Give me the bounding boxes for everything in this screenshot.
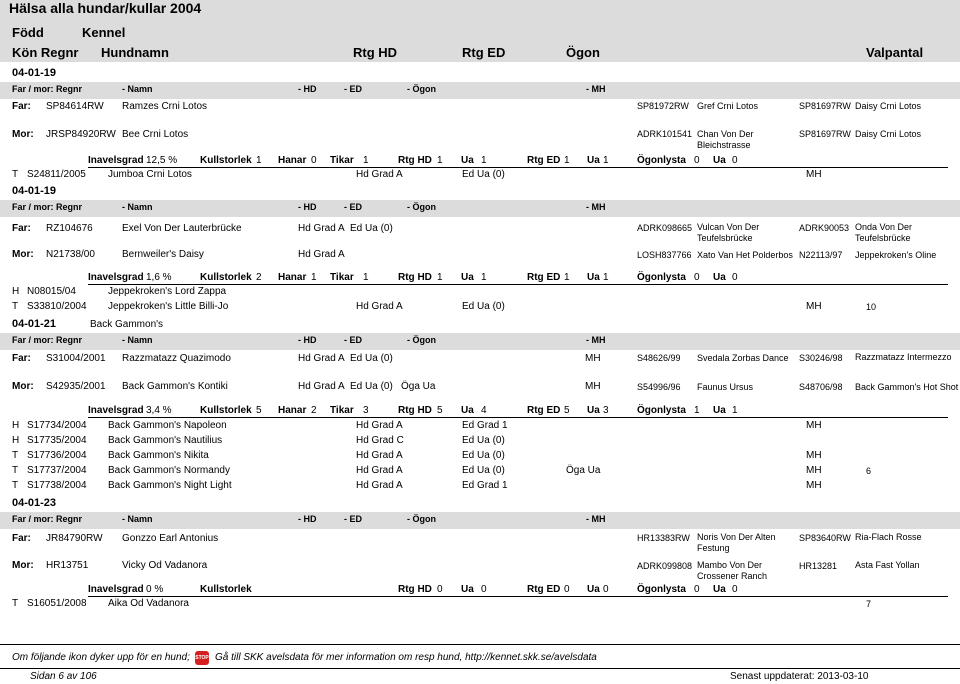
mor-regnr: JRSP84920RW <box>46 129 116 140</box>
pup-name: Back Gammon's Normandy <box>108 465 230 476</box>
mor-name: Bee Crni Lotos <box>122 129 189 140</box>
footer-skk-note: Gå till SKK avelsdata för mer information om resp hund, http://kennet.skk.se/avelsdata <box>215 652 597 663</box>
pup-ed: Ed Ua (0) <box>462 169 505 180</box>
stat-ua: 0 <box>732 584 738 595</box>
far-label: Far: <box>12 533 31 544</box>
sub-ed: - ED <box>344 514 362 524</box>
pup-hd: Hd Grad A <box>356 301 403 312</box>
stat-ogonlysta-label: Ögonlysta <box>637 155 686 166</box>
litter-date: 04-01-21 <box>12 318 57 330</box>
stat-ogonlysta: 0 <box>694 584 700 595</box>
pup-regnr: S17737/2004 <box>27 465 87 476</box>
sub-far-mor: Far / mor: Regnr <box>12 202 83 212</box>
pup-regnr: N08015/04 <box>27 286 76 297</box>
sub-namn: - Namn <box>122 335 153 345</box>
pup-mh: MH <box>806 480 822 491</box>
stat-rtg-ed: 5 <box>564 405 570 416</box>
stat-ua: 0 <box>603 584 609 595</box>
pup-ed: Ed Ua (0) <box>462 435 505 446</box>
mor-regnr: S42935/2001 <box>46 381 106 392</box>
litter-kennel: Back Gammon's <box>90 319 164 330</box>
mor-mother-name: Daisy Crni Lotos <box>855 129 922 139</box>
stat-rtg-hd-label: Rtg HD <box>398 272 432 283</box>
header-kon-regnr: Kön Regnr <box>12 45 79 60</box>
pup-name: Back Gammon's Napoleon <box>108 420 227 431</box>
pup-regnr: S16051/2008 <box>27 598 87 609</box>
far-regnr: RZ104676 <box>46 223 93 234</box>
far-mother-name: Razzmatazz Intermezzo <box>855 352 952 362</box>
stat-rtg-ed-label: Rtg ED <box>527 155 561 166</box>
far-label: Far: <box>12 101 31 112</box>
stats-divider <box>88 417 948 418</box>
sub-namn: - Namn <box>122 202 153 212</box>
far-mother-regnr: SP81697RW <box>799 101 851 111</box>
stats-divider <box>88 596 948 597</box>
stat-kullstorlek-label: Kullstorlek <box>200 155 252 166</box>
stat-ua-label: Ua <box>461 272 474 283</box>
stat-inavelsgrad: 12,5 % <box>146 155 178 166</box>
stat-kullstorlek: 5 <box>256 405 262 416</box>
pup-mh: MH <box>806 450 822 461</box>
mor-father-name: Faunus Ursus <box>697 382 754 392</box>
pup-hd: Hd Grad A <box>356 420 403 431</box>
stat-tikar: 1 <box>363 272 369 283</box>
sub-hd: - HD <box>298 514 317 524</box>
stat-inavelsgrad-label: Inavelsgrad <box>88 155 144 166</box>
stat-tikar-label: Tikar <box>330 405 354 416</box>
stat-ua-label: Ua <box>713 272 726 283</box>
stat-ua: 1 <box>481 272 487 283</box>
stat-rtg-ed-label: Rtg ED <box>527 584 561 595</box>
stat-ua-label: Ua <box>713 155 726 166</box>
pup-mh: MH <box>806 420 822 431</box>
stat-ua-label: Ua <box>713 584 726 595</box>
pup-ed: Ed Ua (0) <box>462 465 505 476</box>
header-kennel: Kennel <box>82 25 126 40</box>
pup-hd: Hd Grad A <box>356 450 403 461</box>
header-rtg-hd: Rtg HD <box>353 45 398 60</box>
pup-mh: MH <box>806 465 822 476</box>
stat-ogonlysta: 1 <box>694 405 700 416</box>
stat-ua-label: Ua <box>461 584 474 595</box>
far-father-regnr: SP81972RW <box>637 101 689 111</box>
mor-name: Back Gammon's Kontiki <box>122 381 228 392</box>
far-regnr: SP84614RW <box>46 101 104 112</box>
stat-ua-label: Ua <box>713 405 726 416</box>
page-number: Sidan 6 av 106 <box>30 671 97 682</box>
pup-name: Back Gammon's Nikita <box>108 450 209 461</box>
stat-ua-label: Ua <box>587 272 600 283</box>
stat-ua: 0 <box>481 584 487 595</box>
stat-rtg-ed: 1 <box>564 272 570 283</box>
stat-ogonlysta: 0 <box>694 155 700 166</box>
far-name: Razzmatazz Quazimodo <box>122 353 231 364</box>
mor-mother-regnr: HR13281 <box>799 561 838 571</box>
stat-rtg-hd: 1 <box>437 155 443 166</box>
sub-ogon: - Ögon <box>407 202 436 212</box>
stat-rtg-hd: 1 <box>437 272 443 283</box>
sub-hd: - HD <box>298 84 317 94</box>
pup-mh: MH <box>806 169 822 180</box>
header-fodd: Född <box>12 25 44 40</box>
pup-ed: Ed Ua (0) <box>462 450 505 461</box>
far-ed: Ed Ua (0) <box>350 353 393 364</box>
stat-ua: 1 <box>603 155 609 166</box>
pup-name: Back Gammon's Nautilius <box>108 435 223 446</box>
pup-regnr: S17735/2004 <box>27 435 87 446</box>
stat-rtg-ed-label: Rtg ED <box>527 272 561 283</box>
stat-kullstorlek-label: Kullstorlek <box>200 584 252 595</box>
pup-sex: T <box>12 301 19 312</box>
pup-hd: Hd Grad A <box>356 480 403 491</box>
stat-rtg-hd-label: Rtg HD <box>398 155 432 166</box>
mor-father-regnr: LOSH837766 <box>637 250 692 260</box>
far-father-name: Vulcan Von Der Teufelsbrücke <box>697 222 760 243</box>
footer-icon-note: Om följande ikon dyker upp för en hund; <box>12 652 190 663</box>
mor-father-regnr: ADRK099808 <box>637 561 693 571</box>
stat-rtg-ed-label: Rtg ED <box>527 405 561 416</box>
sub-ed: - ED <box>344 84 362 94</box>
far-regnr: JR84790RW <box>46 533 103 544</box>
page-title: Hälsa alla hundar/kullar 2004 <box>9 0 202 16</box>
stop-icon: STOP <box>195 651 209 665</box>
stat-ua: 1 <box>481 155 487 166</box>
pup-sex: H <box>12 435 20 446</box>
stat-hanar-label: Hanar <box>278 155 307 166</box>
stat-kullstorlek: 2 <box>256 272 262 283</box>
far-father-name: Noris Von Der Alten Festung <box>697 532 776 553</box>
mor-mother-name: Jeppekroken's Oline <box>855 250 937 260</box>
header-hundnamn: Hundnamn <box>101 45 169 60</box>
stat-ua-label: Ua <box>587 584 600 595</box>
mor-father-name: Mambo Von Der Crossener Ranch <box>697 560 768 581</box>
pup-name: Jumboa Crni Lotos <box>108 169 192 180</box>
stat-inavelsgrad-label: Inavelsgrad <box>88 584 144 595</box>
mor-label: Mor: <box>12 560 34 571</box>
sub-far-mor: Far / mor: Regnr <box>12 514 83 524</box>
sub-mh: - MH <box>586 202 606 212</box>
far-mother-name: Ria-Flach Rosse <box>855 532 922 542</box>
mor-father-name: Chan Von Der Bleichstrasse <box>697 129 754 150</box>
far-mother-regnr: S30246/98 <box>799 353 843 363</box>
pup-hd: Hd Grad A <box>356 169 403 180</box>
pup-name: Jeppekroken's Lord Zappa <box>108 286 227 297</box>
mor-label: Mor: <box>12 249 34 260</box>
stats-divider <box>88 167 948 168</box>
mor-father-regnr: ADRK101541 <box>637 129 693 139</box>
stat-rtg-hd: 5 <box>437 405 443 416</box>
far-mother-regnr: ADRK90053 <box>799 223 850 233</box>
stat-ua-label: Ua <box>461 405 474 416</box>
pup-sex: H <box>12 286 20 297</box>
mor-father-regnr: S54996/96 <box>637 382 681 392</box>
header-ogon: Ögon <box>566 45 600 60</box>
mor-father-name: Xato Van Het Polderbos <box>697 250 793 260</box>
stat-kullstorlek-label: Kullstorlek <box>200 405 252 416</box>
stat-ogonlysta-label: Ögonlysta <box>637 272 686 283</box>
pup-sex: T <box>12 450 19 461</box>
stat-rtg-hd-label: Rtg HD <box>398 405 432 416</box>
far-mother-name: Daisy Crni Lotos <box>855 101 922 111</box>
stat-ua-label: Ua <box>587 405 600 416</box>
pup-sex: H <box>12 420 20 431</box>
pup-regnr: S17734/2004 <box>27 420 87 431</box>
sub-hd: - HD <box>298 202 317 212</box>
pup-ed: Ed Grad 1 <box>462 480 508 491</box>
stat-ogonlysta-label: Ögonlysta <box>637 584 686 595</box>
mor-label: Mor: <box>12 129 34 140</box>
mor-ed: Ed Ua (0) <box>350 381 393 392</box>
stat-inavelsgrad-label: Inavelsgrad <box>88 405 144 416</box>
stat-ua-label: Ua <box>587 155 600 166</box>
sub-namn: - Namn <box>122 84 153 94</box>
pup-regnr: S17738/2004 <box>27 480 87 491</box>
stat-hanar: 0 <box>311 155 317 166</box>
stat-kullstorlek: 1 <box>256 155 262 166</box>
sub-mh: - MH <box>586 514 606 524</box>
pup-hd: Hd Grad A <box>356 465 403 476</box>
stat-rtg-ed: 0 <box>564 584 570 595</box>
far-ed: Ed Ua (0) <box>350 223 393 234</box>
stat-ua: 0 <box>732 155 738 166</box>
stat-rtg-ed: 1 <box>564 155 570 166</box>
sub-hd: - HD <box>298 335 317 345</box>
far-name: Exel Von Der Lauterbrücke <box>122 223 242 234</box>
stat-inavelsgrad: 3,4 % <box>146 405 172 416</box>
sub-ed: - ED <box>344 335 362 345</box>
mor-hd: Hd Grad A <box>298 381 345 392</box>
stat-inavelsgrad-label: Inavelsgrad <box>88 272 144 283</box>
mor-mother-name: Back Gammon's Hot Shot <box>855 382 959 392</box>
footer-divider <box>0 668 960 669</box>
litter-date: 04-01-19 <box>12 185 57 197</box>
sub-ed: - ED <box>344 202 362 212</box>
mor-hd: Hd Grad A <box>298 249 345 260</box>
sub-far-mor: Far / mor: Regnr <box>12 335 83 345</box>
header-rtg-ed: Rtg ED <box>462 45 506 60</box>
stat-tikar: 3 <box>363 405 369 416</box>
footer-divider <box>0 644 960 645</box>
far-regnr: S31004/2001 <box>46 353 106 364</box>
pup-valpantal: 7 <box>866 599 872 609</box>
mor-mother-name: Asta Fast Yollan <box>855 560 920 570</box>
mor-mh: MH <box>585 381 601 392</box>
stat-inavelsgrad: 1,6 % <box>146 272 172 283</box>
stat-hanar: 2 <box>311 405 317 416</box>
mor-regnr: N21738/00 <box>46 249 95 260</box>
stat-ogonlysta: 0 <box>694 272 700 283</box>
pup-name: Jeppekroken's Little Billi-Jo <box>108 301 229 312</box>
far-mother-name: Onda Von Der Teufelsbrücke <box>855 222 913 243</box>
mor-regnr: HR13751 <box>46 560 89 571</box>
pup-sex: T <box>12 480 19 491</box>
far-hd: Hd Grad A <box>298 353 345 364</box>
stat-ua: 0 <box>732 272 738 283</box>
stat-ua: 3 <box>603 405 609 416</box>
mor-name: Bernweiler's Daisy <box>122 249 204 260</box>
pup-name: Back Gammon's Night Light <box>108 480 232 491</box>
sub-mh: - MH <box>586 335 606 345</box>
stat-ogonlysta-label: Ögonlysta <box>637 405 686 416</box>
mor-mother-regnr: SP81697RW <box>799 129 851 139</box>
header-valpantal: Valpantal <box>866 45 924 60</box>
stat-tikar: 1 <box>363 155 369 166</box>
stats-divider <box>88 284 948 285</box>
sub-far-mor: Far / mor: Regnr <box>12 84 83 94</box>
litter-date: 04-01-23 <box>12 497 57 509</box>
pup-sex: T <box>12 169 19 180</box>
stat-ua: 1 <box>603 272 609 283</box>
mor-ogon: Öga Ua <box>401 381 436 392</box>
mor-mother-regnr: N22113/97 <box>799 250 843 260</box>
mor-mother-regnr: S48706/98 <box>799 382 843 392</box>
sub-ogon: - Ögon <box>407 514 436 524</box>
pup-regnr: S17736/2004 <box>27 450 87 461</box>
pup-hd: Hd Grad C <box>356 435 404 446</box>
pup-ed: Ed Ua (0) <box>462 301 505 312</box>
mor-name: Vicky Od Vadanora <box>122 560 208 571</box>
far-mh: MH <box>585 353 601 364</box>
stat-tikar-label: Tikar <box>330 155 354 166</box>
pup-regnr: S33810/2004 <box>27 301 87 312</box>
stat-kullstorlek-label: Kullstorlek <box>200 272 252 283</box>
far-label: Far: <box>12 353 31 364</box>
pup-sex: T <box>12 465 19 476</box>
sub-ogon: - Ögon <box>407 335 436 345</box>
sub-namn: - Namn <box>122 514 153 524</box>
last-updated: Senast uppdaterat: 2013-03-10 <box>730 671 869 682</box>
pup-mh: MH <box>806 301 822 312</box>
stat-hanar-label: Hanar <box>278 405 307 416</box>
far-name: Gonzzo Earl Antonius <box>122 533 219 544</box>
sub-mh: - MH <box>586 84 606 94</box>
stat-tikar-label: Tikar <box>330 272 354 283</box>
litter-date: 04-01-19 <box>12 67 57 79</box>
stat-rtg-hd: 0 <box>437 584 443 595</box>
stat-ua: 4 <box>481 405 487 416</box>
far-father-name: Svedala Zorbas Dance <box>697 353 789 363</box>
far-father-regnr: HR13383RW <box>637 533 690 543</box>
stat-ua: 1 <box>732 405 738 416</box>
stat-inavelsgrad: 0 % <box>146 584 164 595</box>
far-father-name: Gref Crni Lotos <box>697 101 759 111</box>
far-hd: Hd Grad A <box>298 223 345 234</box>
pup-name: Aika Od Vadanora <box>108 598 189 609</box>
far-name: Ramzes Crni Lotos <box>122 101 208 112</box>
stat-ua-label: Ua <box>461 155 474 166</box>
pup-ogon: Öga Ua <box>566 465 601 476</box>
pup-valpantal: 6 <box>866 466 872 476</box>
stat-rtg-hd-label: Rtg HD <box>398 584 432 595</box>
far-father-regnr: S48626/99 <box>637 353 681 363</box>
mor-label: Mor: <box>12 381 34 392</box>
far-label: Far: <box>12 223 31 234</box>
pup-valpantal: 10 <box>866 302 877 312</box>
pup-ed: Ed Grad 1 <box>462 420 508 431</box>
stat-hanar: 1 <box>311 272 317 283</box>
stat-hanar-label: Hanar <box>278 272 307 283</box>
far-mother-regnr: SP83640RW <box>799 533 851 543</box>
pup-sex: T <box>12 598 19 609</box>
far-father-regnr: ADRK098665 <box>637 223 693 233</box>
pup-regnr: S24811/2005 <box>27 169 86 180</box>
sub-ogon: - Ögon <box>407 84 436 94</box>
